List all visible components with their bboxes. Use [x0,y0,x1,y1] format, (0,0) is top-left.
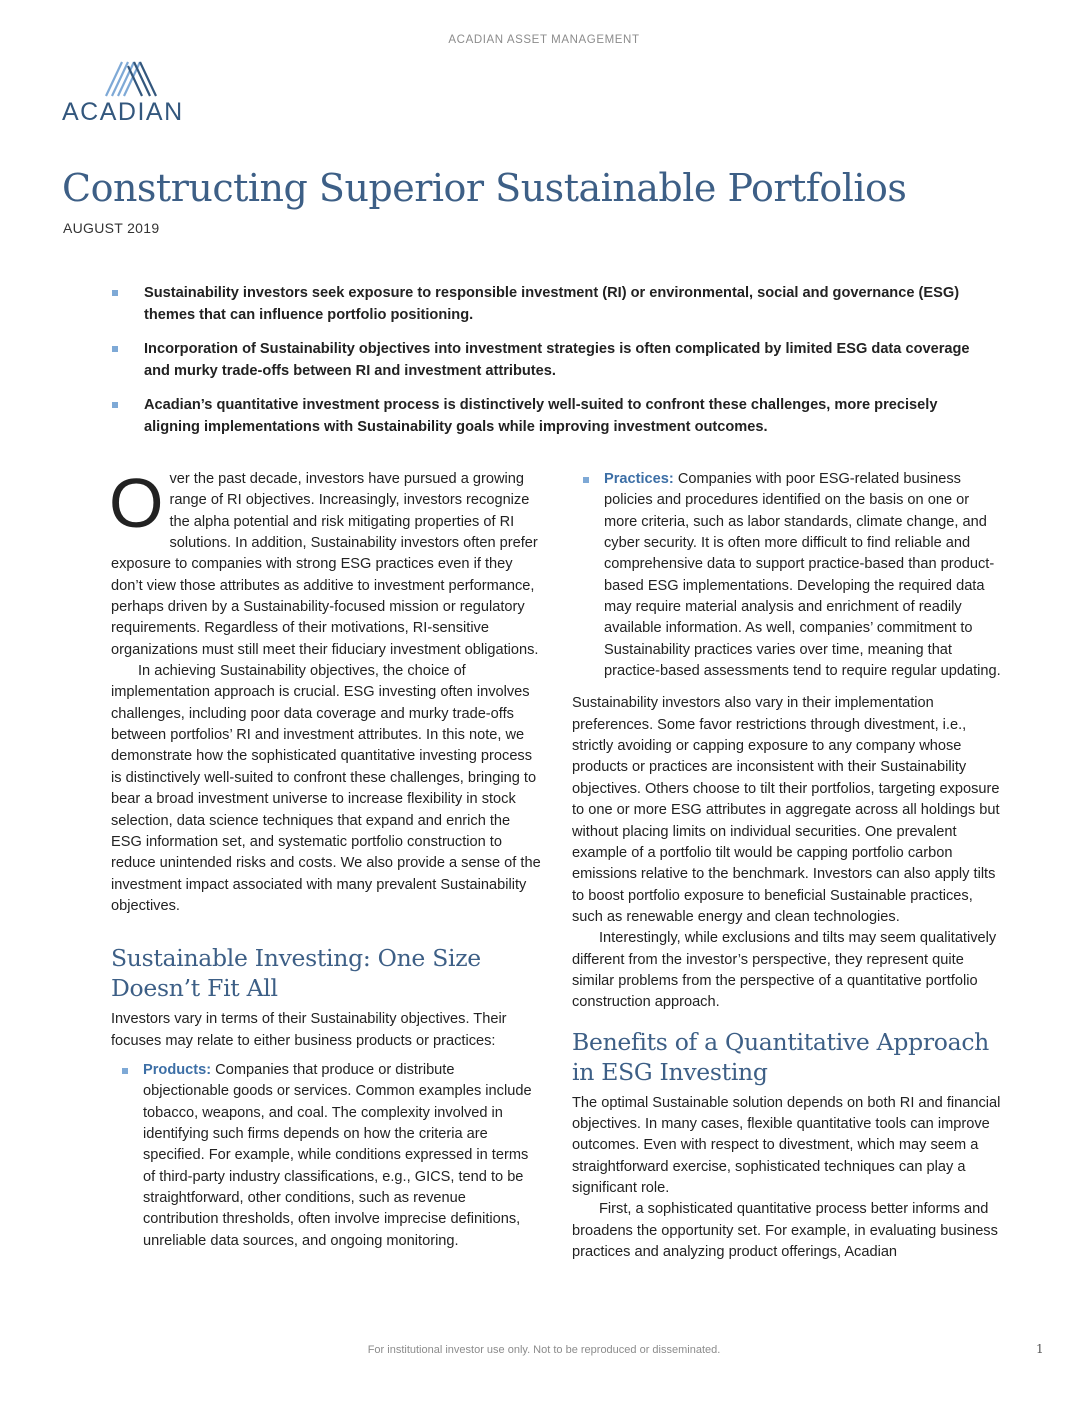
running-header: ACADIAN ASSET MANAGEMENT [448,34,640,46]
body-paragraph: First, a sophisticated quantitative process better informs and broadens the opportunity set. For example, in evaluating business practices and analyzing product offerings, Acadian [572,1201,998,1260]
highlight-item: Acadian’s quantitative investment process is distinctively well-suited to confront these challenges, more precisely aligning implementations with Sustainability goals while improving investment outcomes. [108,395,988,438]
bullet-square-icon [112,346,118,352]
highlight-item: Incorporation of Sustainability objectives into investment strategies is often complicated by limited ESG data coverage and murky trade-offs between RI and investment attributes. [108,339,988,382]
body-paragraph: In achieving Sustainability objectives, the choice of implementation approach is crucial. ESG investing often involves challenges, including poor data coverage and murky trade-offs between portfolios’ RI and investment attributes. In this note, we demonstrate how the sophisticated quantitative investing process is distinctively well-suited to confront these challenges, bringing to bear a broad investment universe to increase flexibility in stock selection, data science techniques that expand and enrich the ESG information set, and systematic portfolio construction to reduce unintended risks and costs. We also provide a sense of the investment impact associated with many prevalent Sustainability objectives. [111,663,541,914]
section-heading: Sustainable Investing: One Size Doesn’t Fit All [111,944,481,1003]
highlight-item: Sustainability investors seek exposure to responsible investment (RI) or environmental, social and governance (ESG) themes that can influence portfolio positioning. [108,283,988,326]
right-column [572,469,1004,1263]
logo-wordmark: ACADIAN [62,98,184,126]
key-highlights-list [108,283,988,451]
bullet-square-icon [112,290,118,296]
focus-list [111,1060,543,1252]
drop-cap: O [109,464,164,542]
document-date: AUGUST 2019 [63,220,160,236]
list-item: Practices: Companies with poor ESG-related business policies and procedures identified on the basis on one or more criteria, such as labor standards, climate change, and cyber security. It is often more difficult to find reliable and comprehensive data to support practice-based than product-based ESG implementations. Developing the required data may require material analysis and enrichment of readily available information. As well, companies’ commitment to Sustainability practices varies over time, meaning that practice-based assessments tend to require regular updating. [572,469,1004,682]
list-item: Products: Companies that produce or distribute objectionable goods or services. Common examples include tobacco, weapons, and coal. The complexity involved in identifying such firms depends on how the criteria are specified. For example, while conditions expressed in terms of third-party industry classifications, e.g., GICS, tend to be straightforward, other conditions, such as revenue contribution thresholds, often involve imprecise definitions, unreliable data sources, and ongoing monitoring. [111,1060,543,1252]
focus-list-continued [572,469,1004,682]
body-paragraph: The optimal Sustainable solution depends on both RI and financial objectives. In many cases, flexible quantitative tools can improve outcomes. Even with respect to divestment, which may seem a straightforward exercise, sophisticated techniques can play a significant role. [572,1094,1001,1196]
logo-mark-icon [104,60,162,100]
page-number: 1 [1036,1342,1044,1356]
left-column [109,464,543,1252]
intro-paragraph: Over the past decade, investors have pursued a growing range of RI objectives. Increasingly, investors recognize the alpha potential and risk mitigating properties of RI solutions. In addition, Sustainability investors often prefer exposure to companies with strong ESG practices even if they don’t view those attributes as additive to investment performance, perhaps driven by a Sustainability-focused mission or regulatory requirements. Regardless of their motivations, RI-sensitive organizations must still meet their fiduciary investment obligations. [109,464,539,658]
bullet-square-icon [122,1068,128,1074]
document-title: Constructing Superior Sustainable Portfolios [62,166,907,210]
section-heading: Benefits of a Quantitative Approach in ESG Investing [572,1027,990,1086]
bullet-square-icon [112,402,118,408]
body-paragraph: Investors vary in terms of their Sustainability objectives. Their focuses may relate to either business products or practices: [111,1011,507,1049]
body-paragraph: Interestingly, while exclusions and tilts may seem qualitatively different from the investor’s perspective, they represent quite similar problems from the perspective of a quantitative portfolio construction approach. [572,930,997,1011]
footer-disclaimer: For institutional investor use only. Not to be reproduced or disseminated. [367,1344,721,1356]
body-paragraph: Sustainability investors also vary in their implementation preferences. Some favor restrictions through divestment, i.e., strictly avoiding or capping exposure to any company whose products or practices are inconsistent with their Sustainability objectives. Others choose to tilt their portfolios, targeting exposure to one or more ESG attributes in aggregate across all holdings but without placing limits on individual securities. One prevalent example of a portfolio tilt would be capping portfolio carbon emissions relative to the benchmark. Investors can also apply tilts to boost portfolio exposure to beneficial Sustainable practices, such as renewable energy and clean technologies. [572,695,1000,925]
acadian-logo [62,60,202,130]
bullet-square-icon [583,477,589,483]
